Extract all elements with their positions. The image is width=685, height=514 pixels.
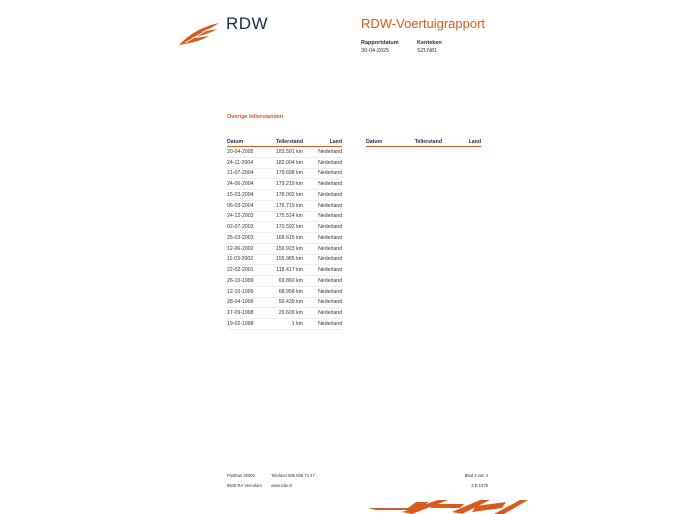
- table-row: [227, 211, 342, 222]
- column-header-date: Datum: [227, 138, 265, 147]
- row-date: 12-06-2002: [227, 243, 265, 254]
- row-country: Nederland: [303, 308, 342, 319]
- table-row: [227, 190, 342, 201]
- footer-code: 3 E 1078: [471, 483, 488, 488]
- row-odometer: 50.439 km: [265, 297, 303, 308]
- column-header-country: Land: [442, 138, 481, 147]
- footer-city: 9640 RA Veendam: [227, 483, 262, 488]
- row-odometer: 179.219 km: [265, 179, 303, 190]
- row-date: 15-03-2004: [227, 190, 265, 201]
- row-country: Nederland: [303, 265, 342, 276]
- footer-phone: Telefoon 088 008 74 47: [271, 473, 315, 478]
- page-title: RDW-Voertuigrapport: [361, 16, 486, 31]
- footer-web: www.rdw.nl: [271, 483, 292, 488]
- row-country: Nederland: [303, 243, 342, 254]
- table-header-row: [227, 138, 342, 147]
- row-country: Nederland: [303, 276, 342, 287]
- row-date: 11-03-2002: [227, 254, 265, 265]
- table-row: [227, 147, 342, 158]
- odometer-table-left: [227, 138, 342, 330]
- row-odometer: 170.592 km: [265, 222, 303, 233]
- row-country: Nederland: [303, 200, 342, 211]
- plate-block: [417, 39, 442, 55]
- odometer-rows: [227, 147, 342, 330]
- row-country: Nederland: [303, 286, 342, 297]
- row-date: 21-07-2004: [227, 168, 265, 179]
- report-date-block: [361, 39, 399, 55]
- table-row: [227, 179, 342, 190]
- row-date: 22-02-2001: [227, 265, 265, 276]
- row-date: 17-09-1998: [227, 308, 265, 319]
- report-date-value: 30-04-2025: [361, 48, 390, 54]
- row-date: 12-10-1999: [227, 286, 265, 297]
- row-odometer: 69.860 km: [265, 276, 303, 287]
- row-country: Nederland: [303, 147, 342, 158]
- table-row: [227, 200, 342, 211]
- logo-text: RDW: [226, 14, 269, 33]
- row-odometer: 178.002 km: [265, 190, 303, 201]
- row-country: Nederland: [303, 297, 342, 308]
- table-row: [227, 308, 342, 319]
- row-date: 26-10-1999: [227, 276, 265, 287]
- row-date: 24-06-2004: [227, 179, 265, 190]
- table-row: [227, 265, 342, 276]
- table-row: [227, 222, 342, 233]
- row-date: 24-12-2003: [227, 211, 265, 222]
- row-date: 02-07-2003: [227, 222, 265, 233]
- column-header-odometer: Tellerstand: [404, 138, 442, 147]
- row-odometer: 29.609 km: [265, 308, 303, 319]
- footer-address: [227, 471, 262, 491]
- table-row: [227, 157, 342, 168]
- plate-label: Kenteken: [417, 40, 442, 46]
- row-date: 19-02-1998: [227, 319, 265, 330]
- footer-contact: [271, 471, 315, 491]
- rdw-logo-icon: [177, 21, 221, 47]
- column-header-odometer: Tellerstand: [265, 138, 303, 147]
- table-row: [227, 276, 342, 287]
- row-country: Nederland: [303, 168, 342, 179]
- table-row: [227, 168, 342, 179]
- row-country: Nederland: [303, 222, 342, 233]
- section-title: Overige tellerstanden: [227, 114, 284, 120]
- row-country: Nederland: [303, 233, 342, 244]
- table-header-row: [366, 138, 481, 147]
- table-row: [227, 297, 342, 308]
- row-country: Nederland: [303, 319, 342, 330]
- row-country: Nederland: [303, 254, 342, 265]
- row-date: 20-04-2005: [227, 147, 265, 158]
- row-odometer: 159.923 km: [265, 243, 303, 254]
- plate-value: SZLN81: [417, 48, 438, 54]
- row-odometer: 118.417 km: [265, 265, 303, 276]
- row-odometer: 176.719 km: [265, 200, 303, 211]
- row-odometer: 183.591 km: [265, 147, 303, 158]
- table-row: [227, 254, 342, 265]
- row-country: Nederland: [303, 190, 342, 201]
- footer-postbus: Postbus 30000: [227, 473, 255, 478]
- row-country: Nederland: [303, 157, 342, 168]
- odometer-table-right: [366, 138, 481, 147]
- row-odometer: 182.004 km: [265, 157, 303, 168]
- row-country: Nederland: [303, 211, 342, 222]
- table-row: [227, 243, 342, 254]
- row-odometer: 179.698 km: [265, 168, 303, 179]
- row-date: 06-03-2004: [227, 200, 265, 211]
- table-row: [227, 233, 342, 244]
- row-date: 28-04-1999: [227, 297, 265, 308]
- decorative-stripes-icon: [368, 498, 528, 514]
- report-date-label: Rapportdatum: [361, 40, 399, 46]
- row-odometer: 68.958 km: [265, 286, 303, 297]
- table-row: [227, 319, 342, 330]
- footer-page: Blad 2 van 4: [464, 473, 488, 478]
- column-header-date: Datum: [366, 138, 404, 147]
- row-odometer: 155.965 km: [265, 254, 303, 265]
- row-country: Nederland: [303, 179, 342, 190]
- row-odometer: 168.615 km: [265, 233, 303, 244]
- row-odometer: 175.514 km: [265, 211, 303, 222]
- column-header-country: Land: [303, 138, 342, 147]
- row-date: 24-11-2004: [227, 157, 265, 168]
- row-date: 25-03-2003: [227, 233, 265, 244]
- footer-page-info: [462, 471, 488, 491]
- table-row: [227, 286, 342, 297]
- row-odometer: 1 km: [265, 319, 303, 330]
